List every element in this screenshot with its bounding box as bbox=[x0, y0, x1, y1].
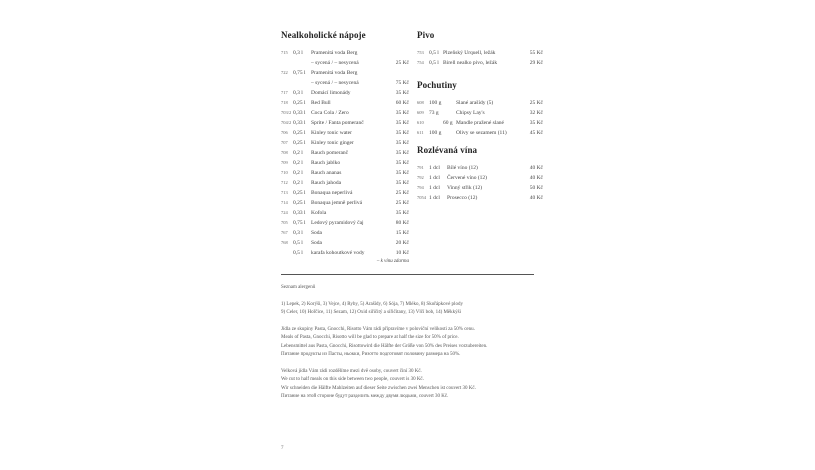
item-quantity: 1 dcl bbox=[429, 185, 440, 191]
half-portion-note-cs: Jídla ze skupiny Pasta, Gnocchi, Risotto Vám rádi připravíme v poloviční velikosti za 50% cenu. bbox=[281, 326, 475, 332]
page-number: 7 bbox=[281, 446, 284, 451]
item-code: 715 bbox=[281, 50, 288, 55]
item-name: Chipsy Lay's bbox=[456, 110, 485, 116]
item-code: 710 bbox=[281, 170, 288, 175]
item-price: 10 Kč bbox=[395, 250, 409, 256]
wine-title: Rozlévaná vína bbox=[417, 145, 478, 155]
item-price: 25 Kč bbox=[395, 60, 409, 66]
item-code: 704/2 bbox=[281, 120, 292, 125]
item-price: 35 Kč bbox=[395, 140, 409, 146]
menu-item-row bbox=[281, 78, 409, 88]
item-quantity: 1 dcl bbox=[429, 195, 440, 201]
allergen-line: 1) Lepek, 2) Korýši, 3) Vejce, 4) Ryby, 5) Arašídy, 6) Sója, 7) Mléko, 8) Skořápkové plody bbox=[281, 301, 463, 307]
notes-block bbox=[281, 284, 581, 402]
item-price: 45 Kč bbox=[529, 130, 543, 136]
item-quantity: 100 g bbox=[429, 100, 442, 106]
item-name: Sprite / Fanta pomeranč bbox=[311, 120, 364, 126]
half-portion-note-en: Meals of Pasta, Gnocchi, Risotto will be glad to prepare at half the size for 50% of price. bbox=[281, 335, 459, 340]
item-quantity: 0,2 l bbox=[293, 180, 303, 186]
item-price: 35 Kč bbox=[529, 120, 543, 126]
menu-item-row bbox=[417, 128, 543, 138]
snacks-list bbox=[417, 98, 543, 138]
split-meal-note-de: Wir schneiden die Hälfte Mahlzeiten auf dieser Seite zwischen zwei Menschen ist couvert 30 Kč. bbox=[281, 385, 476, 391]
soft-drinks-title: Nealkoholické nápoje bbox=[281, 30, 366, 40]
menu-item-row bbox=[281, 88, 409, 98]
beer-section bbox=[417, 30, 543, 68]
item-price: 25 Kč bbox=[395, 190, 409, 196]
item-quantity: 0,5 l bbox=[293, 240, 303, 246]
item-price: 35 Kč bbox=[395, 130, 409, 136]
menu-item-row bbox=[281, 68, 409, 78]
menu-item-row bbox=[417, 118, 543, 128]
item-name: – sycená / – nesycená bbox=[311, 60, 359, 66]
menu-item-row bbox=[281, 168, 409, 178]
item-code: 754 bbox=[417, 60, 424, 65]
menu-item-row bbox=[417, 173, 543, 183]
item-price: 35 Kč bbox=[395, 120, 409, 126]
item-price: 35 Kč bbox=[395, 210, 409, 216]
item-quantity: 0,33 l bbox=[293, 210, 306, 216]
item-quantity: 0,3 l bbox=[293, 50, 303, 56]
menu-item-row bbox=[281, 228, 409, 238]
menu-item-row bbox=[281, 118, 409, 128]
item-name: Červené víno (12) bbox=[447, 175, 488, 181]
item-name: – sycená / – nesycená bbox=[311, 80, 359, 86]
item-quantity: 0,2 l bbox=[293, 170, 303, 176]
allergen-line: 9) Celer, 10) Hořčice, 11) Sezam, 12) Oxid siřičitý a siřičitany, 13) Vlčí bob, 14) Měkkýši bbox=[281, 310, 461, 315]
item-code: 722 bbox=[281, 70, 288, 75]
menu-item-row bbox=[281, 58, 409, 68]
menu-item-row bbox=[281, 98, 409, 108]
item-name: Rauch pomeranč bbox=[311, 150, 349, 156]
item-quantity: 0,25 l bbox=[293, 140, 306, 146]
item-code: 718 bbox=[281, 100, 288, 105]
item-code: 792 bbox=[417, 175, 424, 180]
item-quantity: 0,5 l bbox=[293, 250, 303, 256]
menu-item-row bbox=[417, 183, 543, 193]
item-quantity: 100 g bbox=[429, 130, 442, 136]
menu-item-row bbox=[281, 148, 409, 158]
item-price: 35 Kč bbox=[395, 160, 409, 166]
item-quantity: 0,25 l bbox=[293, 200, 306, 206]
allergen-title: Seznam alergenů bbox=[281, 285, 316, 290]
item-price: 55 Kč bbox=[529, 50, 543, 56]
item-name: Olivy se sezamem (11) bbox=[456, 130, 507, 136]
item-name: karafa kohoutkové vody bbox=[311, 250, 365, 256]
menu-item-row bbox=[417, 48, 543, 58]
menu-item-row bbox=[281, 198, 409, 208]
item-name: Domácí limonády bbox=[311, 90, 351, 96]
item-price: 35 Kč bbox=[395, 180, 409, 186]
soft-drinks-note: – k vínu zdarma bbox=[376, 259, 409, 264]
menu-item-row bbox=[417, 163, 543, 173]
wine-list bbox=[417, 163, 543, 203]
wine-section bbox=[417, 145, 543, 203]
menu-item-row bbox=[281, 138, 409, 148]
beer-title: Pivo bbox=[417, 30, 435, 40]
item-price: 15 Kč bbox=[395, 230, 409, 236]
item-quantity: 1 dcl bbox=[429, 175, 440, 181]
item-name: Plzeňský Urquell, ležák bbox=[443, 50, 496, 56]
item-code: 708 bbox=[281, 150, 288, 155]
item-price: 32 Kč bbox=[529, 110, 543, 116]
item-name: Rauch jahoda bbox=[311, 180, 342, 186]
menu-item-row bbox=[281, 48, 409, 58]
item-name: Mandle pražené slané bbox=[456, 120, 504, 126]
item-code: 714 bbox=[281, 200, 288, 205]
item-weight: 60 g bbox=[443, 120, 453, 126]
menu-item-row bbox=[417, 108, 543, 118]
item-code: 705 bbox=[281, 220, 288, 225]
menu-item-row bbox=[281, 158, 409, 168]
item-code: 709 bbox=[281, 160, 288, 165]
item-quantity: 0,33 l bbox=[293, 120, 306, 126]
item-code: 724 bbox=[281, 210, 288, 215]
item-quantity: 0,5 l bbox=[429, 50, 439, 56]
snacks-title: Pochutiny bbox=[417, 80, 457, 90]
item-code: 703/2 bbox=[281, 110, 292, 115]
item-quantity: 0,3 l bbox=[293, 230, 303, 236]
half-portion-note-ru: Питание продукты из Пасты, ньокки, Ризотто подготовят половину размера на 50%. bbox=[281, 352, 461, 357]
item-code: 611 bbox=[417, 130, 424, 135]
item-name: Bílé víno (12) bbox=[447, 165, 478, 171]
item-name: Ledový pyramidový čaj bbox=[311, 220, 364, 226]
item-price: 60 Kč bbox=[395, 100, 409, 106]
menu-item-row bbox=[281, 108, 409, 118]
item-price: 40 Kč bbox=[529, 165, 543, 171]
menu-item-row bbox=[281, 188, 409, 198]
item-quantity: 0,25 l bbox=[293, 130, 306, 136]
menu-item-row bbox=[417, 193, 543, 203]
item-code: 609 bbox=[417, 110, 424, 115]
item-quantity: 0,2 l bbox=[293, 150, 303, 156]
split-meal-note-en: We cut to half meals on this side between two people, couvert is 30 Kč. bbox=[281, 377, 424, 382]
item-price: 50 Kč bbox=[529, 185, 543, 191]
split-meal-note-cs: Velková jídla Vám rádi rozdělíme mezi dvě osoby, couvert činí 30 Kč. bbox=[281, 368, 422, 374]
menu-item-row bbox=[417, 58, 543, 68]
item-code: 768 bbox=[281, 240, 288, 245]
item-name: Coca Cola / Zero bbox=[311, 110, 349, 116]
menu-item-row bbox=[281, 178, 409, 188]
item-code: 767 bbox=[281, 230, 288, 235]
item-code: 608 bbox=[417, 100, 424, 105]
item-code: 791 bbox=[417, 165, 424, 170]
item-code: 610 bbox=[417, 120, 424, 125]
item-name: Birell nealko pivo, ležák bbox=[443, 60, 498, 66]
item-code: 753 bbox=[417, 50, 424, 55]
item-code: 713 bbox=[281, 190, 288, 195]
item-quantity: 0,5 l bbox=[429, 60, 439, 66]
item-price: 40 Kč bbox=[529, 195, 543, 201]
item-name: Bonaqua jemně perlivá bbox=[311, 200, 363, 206]
item-name: Kinley tonic ginger bbox=[311, 140, 354, 146]
item-name: Soda bbox=[311, 240, 322, 246]
item-code: 717 bbox=[281, 90, 288, 95]
soft-drinks-section bbox=[281, 30, 409, 266]
item-name: Rauch ananas bbox=[311, 170, 342, 176]
item-name: Vinný střik (12) bbox=[447, 185, 483, 191]
item-name: Prosecco (12) bbox=[447, 195, 478, 201]
item-code: 707 bbox=[281, 140, 288, 145]
item-quantity: 0,75 l bbox=[293, 70, 306, 76]
item-code: 706 bbox=[281, 130, 288, 135]
item-name: Pramenitá voda Berg bbox=[311, 50, 358, 56]
soft-drinks-list bbox=[281, 48, 409, 258]
item-quantity: 0,3 l bbox=[293, 90, 303, 96]
menu-item-row bbox=[281, 218, 409, 228]
item-quantity: 0,2 l bbox=[293, 160, 303, 166]
item-name: Kinley tonic water bbox=[311, 130, 352, 136]
item-price: 25 Kč bbox=[529, 100, 543, 106]
item-price: 29 Kč bbox=[529, 60, 543, 66]
half-portion-note-de: Lebensmittel aus Pasta, Gnocchi, Risottowird die Hälfte der Größe von 50% des Preises vorzubereiten. bbox=[281, 343, 488, 349]
item-quantity: 0,25 l bbox=[293, 100, 306, 106]
item-price: 40 Kč bbox=[529, 175, 543, 181]
menu-item-row bbox=[281, 128, 409, 138]
item-name: Kofola bbox=[311, 210, 327, 216]
item-quantity: 1 dcl bbox=[429, 165, 440, 171]
item-name: Red Bull bbox=[311, 100, 331, 106]
beer-list bbox=[417, 48, 543, 68]
item-price: 35 Kč bbox=[395, 110, 409, 116]
menu-item-row bbox=[281, 248, 409, 258]
item-price: 80 Kč bbox=[395, 220, 409, 226]
menu-item-row bbox=[281, 208, 409, 218]
item-price: 35 Kč bbox=[395, 90, 409, 96]
section-divider bbox=[281, 274, 534, 275]
item-name: Pramenitá voda Berg bbox=[311, 70, 358, 76]
menu-item-row bbox=[281, 238, 409, 248]
item-quantity: 0,75 l bbox=[293, 220, 306, 226]
item-price: 20 Kč bbox=[395, 240, 409, 246]
item-price: 25 Kč bbox=[395, 200, 409, 206]
item-quantity: 0,25 l bbox=[293, 190, 306, 196]
item-price: 35 Kč bbox=[395, 170, 409, 176]
snacks-section bbox=[417, 80, 543, 138]
item-name: Rauch jablko bbox=[311, 160, 341, 166]
item-quantity: 0,33 l bbox=[293, 110, 306, 116]
item-name: Soda bbox=[311, 230, 322, 236]
item-quantity: 73 g bbox=[429, 110, 439, 116]
item-price: 75 Kč bbox=[395, 80, 409, 86]
item-name: Slané arašídy (5) bbox=[456, 100, 494, 106]
menu-item-row bbox=[417, 98, 543, 108]
split-meal-note-ru: Питание на этой стороне будут разделить между двумя людьми, couvert 30 Kč. bbox=[281, 394, 449, 399]
item-name: Bonaqua neperlivá bbox=[311, 190, 353, 196]
item-price: 35 Kč bbox=[395, 150, 409, 156]
item-code: 7054 bbox=[417, 195, 426, 200]
item-code: 712 bbox=[281, 180, 288, 185]
item-code: 794 bbox=[417, 185, 424, 190]
